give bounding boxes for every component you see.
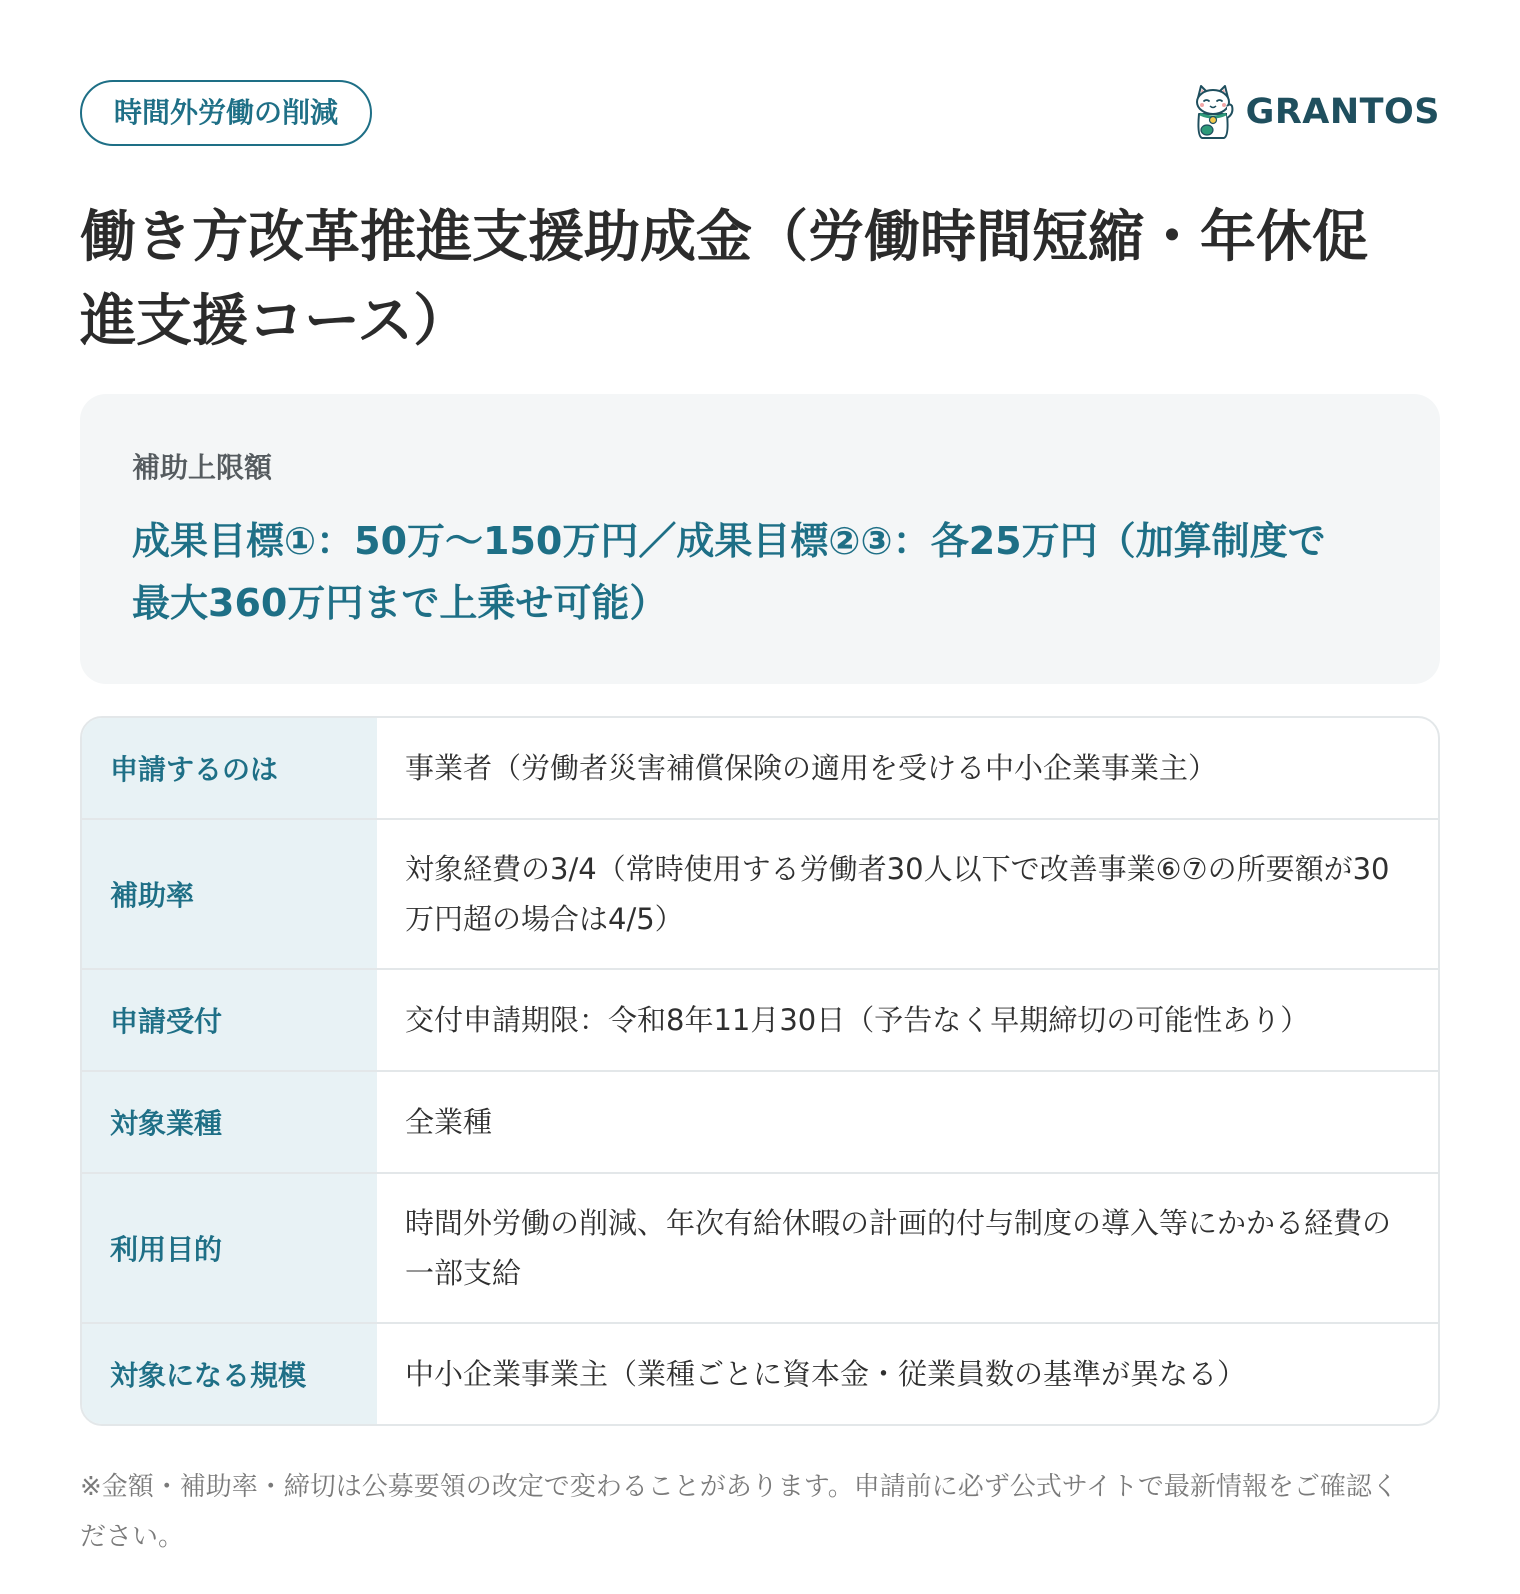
subsidy-limit-box: [80, 394, 1440, 684]
category-tag: 時間外労働の削減: [80, 80, 372, 146]
row-label: 申請受付: [82, 970, 377, 1070]
table-row: [82, 718, 1438, 818]
disclaimer-note: ※金額・補助率・締切は公募要領の改定で変わることがあります。申請前に必ず公式サイトで最新情報をご確認ください。: [80, 1472, 1398, 1552]
table-row: [82, 1172, 1438, 1322]
info-table: [80, 716, 1440, 1426]
row-label: 対象業種: [82, 1072, 377, 1172]
row-label: 対象になる規模: [82, 1324, 377, 1424]
row-value: 時間外労働の削減、年次有給休暇の計画的付与制度の導入等にかかる経費の一部支給: [405, 1206, 1392, 1290]
row-value: 交付申請期限：令和8年11月30日（予告なく早期締切の可能性あり）: [405, 1003, 1310, 1037]
header: [80, 0, 1440, 150]
row-value: 全業種: [405, 1105, 493, 1139]
brand-name: GRANTOS: [1245, 92, 1440, 132]
table-row: [82, 968, 1438, 1070]
page-title: 働き方改革推進支援助成金（労働時間短縮・年休促進支援コース）: [80, 205, 1368, 354]
table-row: [82, 1322, 1438, 1424]
row-label: 申請するのは: [82, 718, 377, 818]
brand-logo: [1190, 82, 1440, 142]
row-value: 事業者（労働者災害補償保険の適用を受ける中小企業事業主）: [405, 751, 1218, 785]
row-label: 利用目的: [82, 1174, 377, 1322]
row-label: 補助率: [82, 820, 377, 968]
table-row: [82, 818, 1438, 968]
subsidy-limit-value: 成果目標①：50万～150万円／成果目標②③：各25万円（加算制度で最大360万円まで上乗せ可能）: [132, 519, 1326, 625]
table-row: [82, 1070, 1438, 1172]
subsidy-limit-label: 補助上限額: [132, 451, 273, 484]
row-value: 対象経費の3/4（常時使用する労働者30人以下で改善事業⑥⑦の所要額が30万円超の場合は4/5）: [405, 852, 1390, 936]
maneki-neko-cat-icon: [1190, 84, 1236, 140]
row-value: 中小企業事業主（業種ごとに資本金・従業員数の基準が異なる）: [405, 1357, 1247, 1391]
